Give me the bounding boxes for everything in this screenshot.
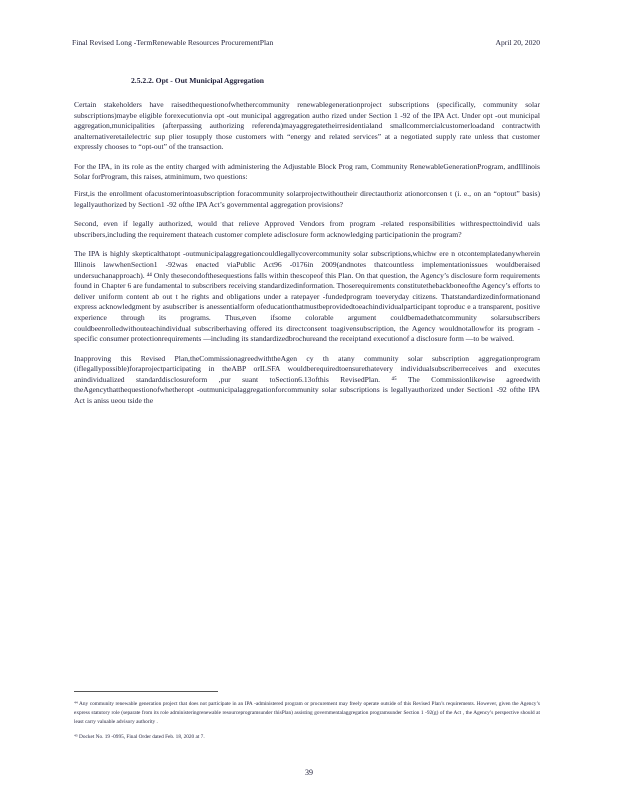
paragraph-ipa-skeptical: The IPA is highly skepticalthatopt -outmunicipalaggregationcouldlegallycovercommunity solar subscriptions,whichw ere n otcontemplatedanywherein Illinois lawwhenSection1 -92was enacted viaPublic Act96 -0176in 2009(andnotes thatcountless implementationissues wouldberaised undersuchanapproach). ⁴⁴ Only thesecondofthesequestions falls within thescopeof this Plan. On that question, the Agency’s disclosure form requirements found in Chapter 6 are fundamental to subscribers receiving standardizedinformation. Thoserequirements constitutethebackboneofthe Agency’s efforts to deliver uniform content ab out t he rights and obligations under a ratepayer -fundedprogram toeveryday citizens. Thatstandardizedinformationand express acknowledgment by asubscriber is anessentialform ofeducationthatmustbeprovidedtoeachindividualparticipant toproduc e a transparent, positive experience through its programs. Thus,even ifsome colorable argument couldbemadethatcommunity solarsubscribers couldbeenrolledwithouteachindividual subscriberhaving offered its directconsent toagivensubscription, the Agency wouldnotallowfor its program -specific consumer protectionrequirements —including its standardizedbrochureand the receiptand executionof a disclosure form —to be waived. xyxy=(74,249,540,344)
footnote-44: ⁴⁴ Any community renewable generation project that does not participate in an IPA -administered program or procurement may freely operate outside of this Revised Plan’s requirements. However, given the Agency’s express statutory role (separate from its role administeringrenewable resourceprogramsunder thisPlan) assisting governmentalaggregation programsunder Section 1 -92(g) of the Act , the Agency’s perspective should at least carry valuable advisory authority . xyxy=(74,701,540,725)
header-title: Final Revised Long -TermRenewable Resources ProcurementPlan xyxy=(72,38,274,47)
footnote-separator xyxy=(74,691,218,692)
body-text xyxy=(74,100,540,415)
footnote-45: ⁴⁵ Docket No. 19 -0995, Final Order dated Feb. 18, 2020 at 7. xyxy=(74,734,205,740)
paragraph-commission-approval: Inapproving this Revised Plan,theCommissionagreedwiththeAgen cy th atany community solar subscription aggregationprogram (iflegallypossible)foraprojectparticipating in theABP orILSFA wouldberequiredtoensurethatevery individualsubscriberreceives and executes anindividualized standarddisclosureform ,pur suant toSection6.13ofthis RevisedPlan. ⁴⁵ The Commissionlikewise agreedwith theAgencythatthequestionofwhetheropt -outmunicipalaggregationforcommunity solar subscriptions is legallyauthorized under Section1 -92 ofthe IPA Act is aniss ueou tside the xyxy=(74,353,540,405)
header-date: April 20, 2020 xyxy=(495,38,540,47)
paragraph-first-question: First,is the enrollment ofacustomerintoasubscription foracommunity solarprojectwithoutheir directauthoriz ationorconsen t (i. e., on an “optout” basis) legallyauthorized by Section1 -92 ofthe IPA Act’s governmental aggregation provisions? xyxy=(74,189,540,210)
running-header xyxy=(72,38,540,50)
paragraph-second-question: Second, even if legally authorized, would that relieve Approved Vendors from program -related responsibilities withrespecttoindivid uals ubscribers,including the requirement thateach customer complete adisclosure form acknowledging participationin the program? xyxy=(74,219,540,240)
section-heading: 2.5.2.2. Opt - Out Municipal Aggregation xyxy=(131,76,264,85)
paragraph-intro: Certain stakeholders have raisedthequestionofwhethercommunity renewablegenerationproject subscriptions (specifically, community solar subscriptions)maybe eligible forexecutionvia opt -out municipal aggregation autho rized under Section 1 -92 of the IPA Act. Under opt -out municipal aggregation,municipalities (afterpassing authorizing referenda)mayaggregatetheirresidentialand smallcommercialcustomerloadand contractwith analternativeretailelectric sup plier tosupply those customers with “energy and related services” at a negotiated supply rate unless that customer expressly chooses to “opt-out” of the transaction. xyxy=(74,100,540,152)
footnotes xyxy=(74,700,540,748)
page-number: 39 xyxy=(305,768,313,777)
paragraph-ipa-role: For the IPA, in its role as the entity charged with administering the Adjustable Block Prog ram, Community RenewableGenerationProgram, andIllinois Solar forProgram, this raises, atminimum, two questions: xyxy=(74,161,540,182)
